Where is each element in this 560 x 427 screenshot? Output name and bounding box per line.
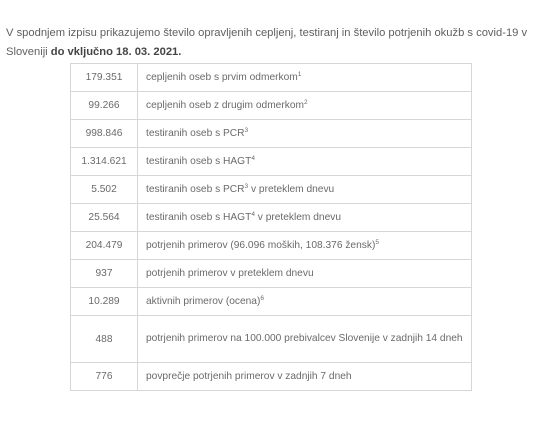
row-label-suffix: v preteklem dnevu	[248, 183, 335, 195]
intro-date: do vključno 18. 03. 2021.	[50, 46, 182, 59]
table-row	[71, 232, 472, 260]
row-label	[138, 120, 472, 148]
row-label-suffix: v preteklem dnevu	[254, 211, 342, 223]
footnote-marker: 2	[303, 98, 308, 106]
table-row	[71, 148, 472, 176]
table-row	[71, 363, 472, 391]
row-value: 25.564	[71, 204, 138, 232]
row-value: 488	[71, 316, 138, 363]
footnote-marker: 6	[260, 294, 264, 302]
row-label	[138, 64, 472, 92]
footnote-marker: 4	[251, 154, 255, 162]
row-value: 1.314.621	[71, 148, 138, 176]
table-row	[71, 176, 472, 204]
row-label	[138, 92, 472, 120]
statistics-table-body	[71, 64, 472, 391]
row-label	[138, 260, 472, 288]
row-label-text: testiranih oseb s HAGT	[146, 155, 252, 167]
footnote-marker: 4	[251, 210, 255, 218]
row-label	[138, 363, 472, 391]
table-row	[71, 260, 472, 288]
row-label-text: potrjenih primerov na 100.000 prebivalcev Slovenije v zadnjih 14 dneh	[146, 333, 463, 344]
table-row	[71, 288, 472, 316]
row-value: 10.289	[71, 288, 138, 316]
statistics-table	[70, 63, 472, 391]
table-row	[71, 92, 472, 120]
table-row	[71, 316, 472, 363]
row-label	[138, 176, 472, 204]
footnote-marker: 3	[244, 182, 249, 190]
table-row	[71, 120, 472, 148]
row-label	[138, 148, 472, 176]
row-value: 204.479	[71, 232, 138, 260]
row-label	[138, 288, 472, 316]
row-value: 99.266	[71, 92, 138, 120]
intro-text: V spodnjem izpisu prikazujemo število opravljenih cepljenj, testiranj in število potrjenih okužb s covid-19 v Sloveniji	[6, 27, 528, 59]
row-label	[138, 204, 472, 232]
row-value: 5.502	[71, 176, 138, 204]
row-label-text: testiranih oseb s PCR	[146, 183, 245, 195]
footnote-marker: 3	[244, 126, 249, 134]
table-row	[71, 204, 472, 232]
intro-paragraph	[6, 24, 554, 62]
footnote-marker: 1	[297, 70, 302, 78]
row-value: 998.846	[71, 120, 138, 148]
row-label-text: cepljenih oseb s prvim odmerkom	[146, 71, 298, 83]
row-label-text: potrjenih primerov v preteklem dnevu	[146, 267, 314, 279]
row-value: 937	[71, 260, 138, 288]
row-label-text: potrjenih primerov (96.096 moških, 108.376 žensk)	[146, 239, 376, 251]
row-value: 179.351	[71, 64, 138, 92]
table-row	[71, 64, 472, 92]
row-label-text: povprečje potrjenih primerov v zadnjih 7 dneh	[146, 370, 352, 382]
row-label	[138, 316, 472, 363]
row-label-text: cepljenih oseb z drugim odmerkom	[146, 99, 304, 111]
row-label-text: aktivnih primerov (ocena)	[146, 295, 261, 307]
row-label	[138, 232, 472, 260]
row-value: 776	[71, 363, 138, 391]
row-label-text: testiranih oseb s HAGT	[146, 211, 252, 223]
footnote-marker: 5	[375, 238, 379, 246]
row-label-text: testiranih oseb s PCR	[146, 127, 245, 139]
